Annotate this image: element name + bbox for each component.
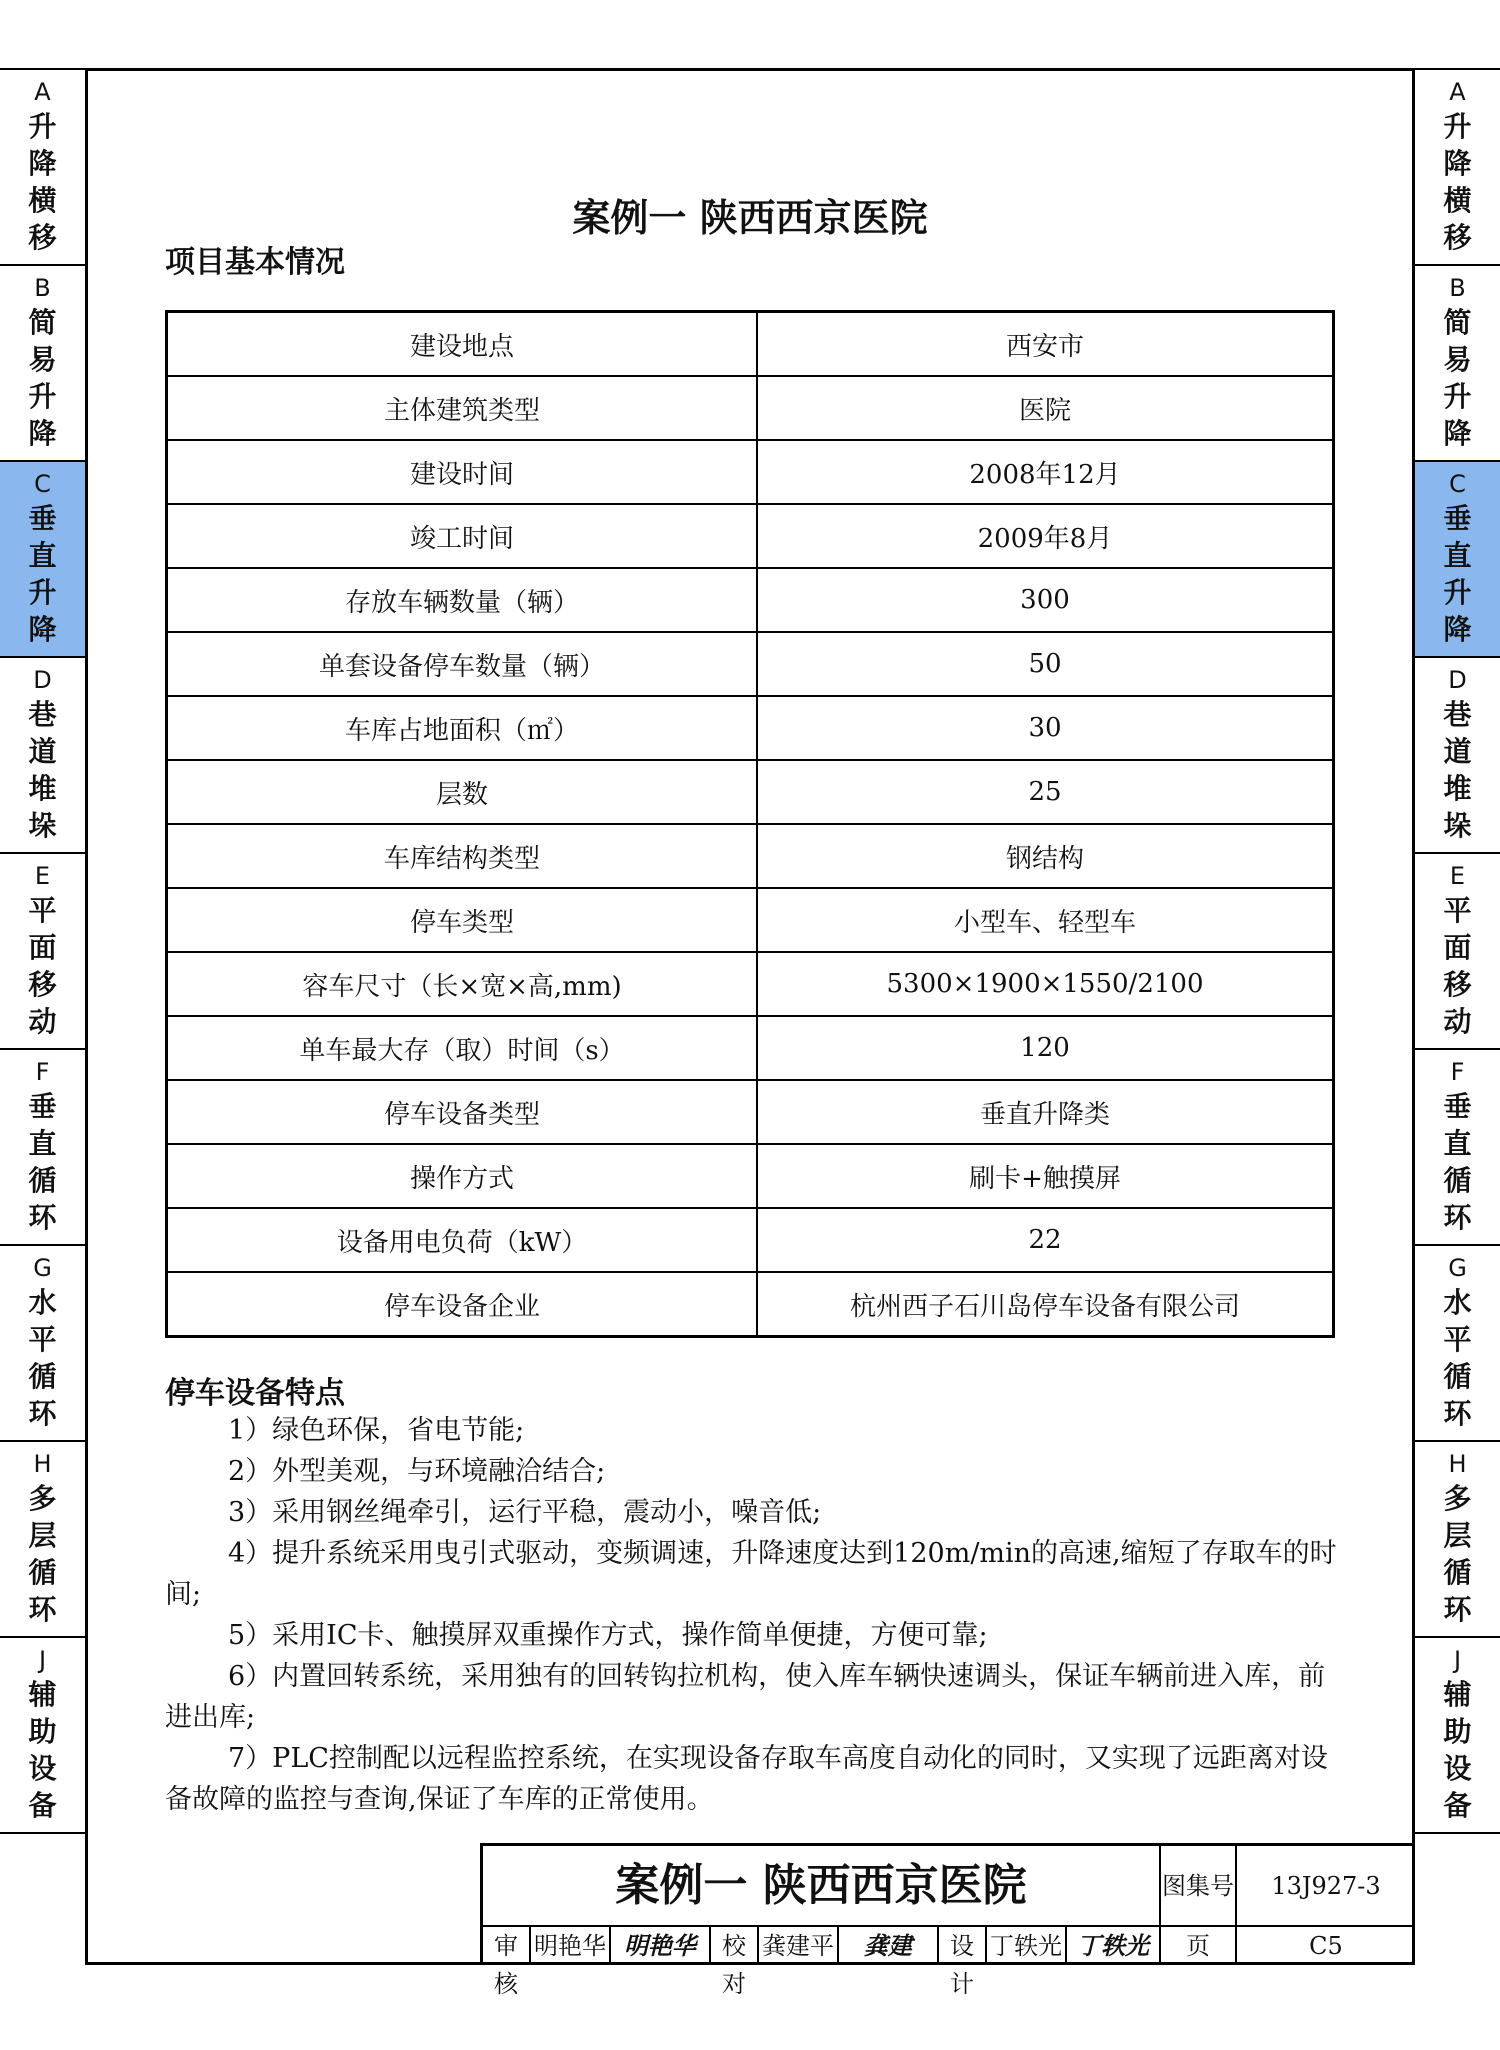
info-value: 2009年8月 xyxy=(757,504,1334,568)
info-label: 停车类型 xyxy=(167,888,758,952)
category-tab-char: 降 xyxy=(1443,613,1472,646)
category-tab-e xyxy=(1415,854,1500,1050)
category-tab-code: G xyxy=(33,1254,52,1282)
checker-signature: 龚建 xyxy=(839,1927,939,1965)
category-tab-char: 横 xyxy=(1443,184,1472,217)
table-row xyxy=(167,952,1334,1016)
category-tab-char: 降 xyxy=(1443,147,1472,180)
category-tab-char: 循 xyxy=(28,1360,57,1393)
category-tab-char: 巷 xyxy=(28,698,57,731)
section-title-basic-info: 项目基本情况 xyxy=(165,245,345,280)
category-tab-char: 降 xyxy=(1443,417,1472,450)
design-label: 设计 xyxy=(939,1927,987,1965)
section-title-features: 停车设备特点 xyxy=(165,1376,345,1411)
info-value: 杭州西子石川岛停车设备有限公司 xyxy=(757,1272,1334,1337)
info-label: 车库占地面积（㎡） xyxy=(167,696,758,760)
category-tab-char: 备 xyxy=(1443,1789,1472,1822)
atlas-label: 图集号 xyxy=(1161,1846,1237,1927)
title-block xyxy=(480,1843,1415,1998)
category-tab-code: J xyxy=(1453,1646,1462,1674)
category-tab-char: 垂 xyxy=(28,1090,57,1123)
category-tab-char: 易 xyxy=(1443,343,1472,376)
table-row xyxy=(167,568,1334,632)
table-row xyxy=(167,1144,1334,1208)
category-tab-char: 环 xyxy=(1443,1397,1472,1430)
category-tab-char: 层 xyxy=(28,1519,57,1552)
info-label: 单套设备停车数量（辆） xyxy=(167,632,758,696)
table-row xyxy=(167,376,1334,440)
info-label: 操作方式 xyxy=(167,1144,758,1208)
info-label: 存放车辆数量（辆） xyxy=(167,568,758,632)
info-value: 22 xyxy=(757,1208,1334,1272)
table-row xyxy=(167,696,1334,760)
feature-item: 3）采用钢丝绳牵引，运行平稳，震动小，噪音低; xyxy=(228,1497,822,1528)
reviewer-signature: 明艳华 xyxy=(611,1927,711,1965)
category-tab-code: F xyxy=(1450,1058,1465,1086)
category-tab-char: 面 xyxy=(1443,931,1472,964)
info-value: 25 xyxy=(757,760,1334,824)
feature-item: 6）内置回转系统，采用独有的回转钩拉机构，使入库车辆快速调头，保证车辆前进入库，前进出库; xyxy=(165,1661,1326,1733)
category-tab-c xyxy=(1415,462,1500,658)
category-tab-char: 辅 xyxy=(28,1678,57,1711)
category-tab-code: H xyxy=(1448,1450,1467,1478)
category-tab-code: J xyxy=(38,1646,47,1674)
category-tab-code: A xyxy=(1449,78,1466,106)
category-tab-code: D xyxy=(1448,666,1467,694)
category-tab-char: 平 xyxy=(28,1323,57,1356)
info-value: 50 xyxy=(757,632,1334,696)
info-value: 2008年12月 xyxy=(757,440,1334,504)
category-tab-char: 巷 xyxy=(1443,698,1472,731)
reviewer-name: 明艳华 xyxy=(531,1927,611,1965)
info-label: 停车设备企业 xyxy=(167,1272,758,1337)
category-tab-char: 简 xyxy=(28,306,57,339)
category-tab-f xyxy=(0,1050,85,1246)
category-tab-char: 辅 xyxy=(1443,1678,1472,1711)
table-row xyxy=(167,440,1334,504)
category-tab-code: B xyxy=(1449,274,1466,302)
category-tab-char: 助 xyxy=(1443,1715,1472,1748)
category-tab-char: 降 xyxy=(28,613,57,646)
info-value: 医院 xyxy=(757,376,1334,440)
title-block-title: 案例一 陕西西京医院 xyxy=(483,1846,1161,1927)
category-tab-code: E xyxy=(34,862,51,890)
feature-item: 7）PLC控制配以远程监控系统，在实现设备存取车高度自动化的同时，又实现了远距离对设备故障的监控与查询,保证了车库的正常使用。 xyxy=(165,1743,1328,1815)
category-tab-b xyxy=(1415,266,1500,462)
title-block-signature-row xyxy=(483,1927,1415,1998)
category-tab-char: 道 xyxy=(28,735,57,768)
designer-signature: 丁轶光 xyxy=(1067,1927,1161,1965)
category-tab-char: 平 xyxy=(1443,894,1472,927)
category-tab-char: 环 xyxy=(28,1397,57,1430)
table-row xyxy=(167,824,1334,888)
category-tab-code: E xyxy=(1449,862,1466,890)
category-tab-char: 直 xyxy=(1443,539,1472,572)
checker-name: 龚建平 xyxy=(759,1927,839,1965)
category-tab-j xyxy=(0,1638,85,1834)
table-row xyxy=(167,312,1334,377)
info-label: 设备用电负荷（kW） xyxy=(167,1208,758,1272)
category-tab-code: A xyxy=(34,78,51,106)
info-label: 建设地点 xyxy=(167,312,758,377)
info-label: 建设时间 xyxy=(167,440,758,504)
category-tab-d xyxy=(0,658,85,854)
feature-item: 5）采用IC卡、触摸屏双重操作方式，操作简单便捷，方便可靠; xyxy=(228,1620,988,1651)
category-tab-char: 降 xyxy=(28,417,57,450)
category-tab-g xyxy=(0,1246,85,1442)
category-tab-char: 横 xyxy=(28,184,57,217)
category-tab-char: 环 xyxy=(1443,1593,1472,1626)
category-tab-char: 动 xyxy=(28,1005,57,1038)
category-tab-char: 设 xyxy=(28,1752,57,1785)
category-tab-code: C xyxy=(34,470,51,498)
category-tab-char: 升 xyxy=(28,110,57,143)
category-tab-char: 循 xyxy=(1443,1164,1472,1197)
category-tab-char: 升 xyxy=(1443,110,1472,143)
info-value: 120 xyxy=(757,1016,1334,1080)
category-tab-char: 移 xyxy=(1443,968,1472,1001)
category-tab-char: 堆 xyxy=(1443,772,1472,805)
designer-name: 丁轶光 xyxy=(987,1927,1067,1965)
features-list xyxy=(165,1410,1340,1820)
info-label: 竣工时间 xyxy=(167,504,758,568)
category-tab-h xyxy=(1415,1442,1500,1638)
category-tab-char: 移 xyxy=(28,221,57,254)
info-label: 车库结构类型 xyxy=(167,824,758,888)
category-tab-char: 水 xyxy=(28,1286,57,1319)
right-category-tabs xyxy=(1415,68,1500,1834)
info-label: 单车最大存（取）时间（s） xyxy=(167,1016,758,1080)
category-tab-c xyxy=(0,462,85,658)
category-tab-code: D xyxy=(33,666,52,694)
review-label: 审核 xyxy=(483,1927,531,1965)
category-tab-char: 环 xyxy=(28,1201,57,1234)
table-row xyxy=(167,1272,1334,1337)
info-value: 垂直升降类 xyxy=(757,1080,1334,1144)
table-row xyxy=(167,760,1334,824)
category-tab-char: 环 xyxy=(28,1593,57,1626)
category-tab-code: F xyxy=(35,1058,50,1086)
project-info-table xyxy=(165,310,1335,1338)
info-value: 刷卡+触摸屏 xyxy=(757,1144,1334,1208)
info-value: 30 xyxy=(757,696,1334,760)
category-tab-char: 助 xyxy=(28,1715,57,1748)
page-number: C5 xyxy=(1309,1932,1343,1960)
category-tab-char: 水 xyxy=(1443,1286,1472,1319)
info-value: 小型车、轻型车 xyxy=(757,888,1334,952)
category-tab-char: 降 xyxy=(28,147,57,180)
category-tab-char: 设 xyxy=(1443,1752,1472,1785)
category-tab-h xyxy=(0,1442,85,1638)
category-tab-char: 堆 xyxy=(28,772,57,805)
category-tab-char: 直 xyxy=(28,539,57,572)
info-value: 300 xyxy=(757,568,1334,632)
left-category-tabs xyxy=(0,68,85,1834)
category-tab-code: B xyxy=(34,274,51,302)
category-tab-char: 移 xyxy=(1443,221,1472,254)
category-tab-char: 道 xyxy=(1443,735,1472,768)
category-tab-char: 简 xyxy=(1443,306,1472,339)
page-title: 案例一 陕西西京医院 xyxy=(572,196,928,240)
info-value: 西安市 xyxy=(757,312,1334,377)
info-label: 停车设备类型 xyxy=(167,1080,758,1144)
info-label: 主体建筑类型 xyxy=(167,376,758,440)
table-row xyxy=(167,1208,1334,1272)
category-tab-char: 升 xyxy=(28,380,57,413)
category-tab-char: 移 xyxy=(28,968,57,1001)
table-row xyxy=(167,504,1334,568)
category-tab-char: 升 xyxy=(28,576,57,609)
category-tab-e xyxy=(0,854,85,1050)
category-tab-char: 直 xyxy=(28,1127,57,1160)
category-tab-char: 循 xyxy=(28,1556,57,1589)
feature-item: 2）外型美观，与环境融洽结合; xyxy=(228,1456,606,1487)
category-tab-j xyxy=(1415,1638,1500,1834)
category-tab-char: 易 xyxy=(28,343,57,376)
category-tab-b xyxy=(0,266,85,462)
info-value: 钢结构 xyxy=(757,824,1334,888)
category-tab-char: 垂 xyxy=(28,502,57,535)
table-row xyxy=(167,888,1334,952)
category-tab-code: C xyxy=(1449,470,1466,498)
category-tab-char: 备 xyxy=(28,1789,57,1822)
category-tab-char: 垂 xyxy=(1443,502,1472,535)
category-tab-f xyxy=(1415,1050,1500,1246)
category-tab-code: G xyxy=(1448,1254,1467,1282)
category-tab-char: 层 xyxy=(1443,1519,1472,1552)
category-tab-char: 垂 xyxy=(1443,1090,1472,1123)
category-tab-g xyxy=(1415,1246,1500,1442)
category-tab-d xyxy=(1415,658,1500,854)
category-tab-char: 循 xyxy=(1443,1556,1472,1589)
feature-item: 4）提升系统采用曳引式驱动，变频调速，升降速度达到120m/min的高速,缩短了存取车的时间; xyxy=(165,1538,1337,1610)
info-value: 5300×1900×1550/2100 xyxy=(757,952,1334,1016)
table-row xyxy=(167,1080,1334,1144)
category-tab-char: 升 xyxy=(1443,380,1472,413)
category-tab-char: 循 xyxy=(28,1164,57,1197)
category-tab-char: 面 xyxy=(28,931,57,964)
category-tab-char: 垛 xyxy=(28,809,57,842)
category-tab-char: 升 xyxy=(1443,576,1472,609)
info-label: 容车尺寸（长×宽×高,mm) xyxy=(167,952,758,1016)
table-row xyxy=(167,1016,1334,1080)
category-tab-char: 直 xyxy=(1443,1127,1472,1160)
category-tab-char: 垛 xyxy=(1443,809,1472,842)
category-tab-char: 多 xyxy=(28,1482,57,1515)
category-tab-code: H xyxy=(33,1450,52,1478)
info-label: 层数 xyxy=(167,760,758,824)
check-label: 校对 xyxy=(711,1927,759,1965)
feature-item: 1）绿色环保，省电节能; xyxy=(228,1415,525,1446)
category-tab-char: 平 xyxy=(28,894,57,927)
category-tab-char: 动 xyxy=(1443,1005,1472,1038)
category-tab-char: 多 xyxy=(1443,1482,1472,1515)
category-tab-char: 循 xyxy=(1443,1360,1472,1393)
category-tab-char: 平 xyxy=(1443,1323,1472,1356)
category-tab-char: 环 xyxy=(1443,1201,1472,1234)
atlas-number: 13J927-3 xyxy=(1237,1846,1415,1927)
page-label: 页 xyxy=(1161,1927,1237,1965)
table-row xyxy=(167,632,1334,696)
